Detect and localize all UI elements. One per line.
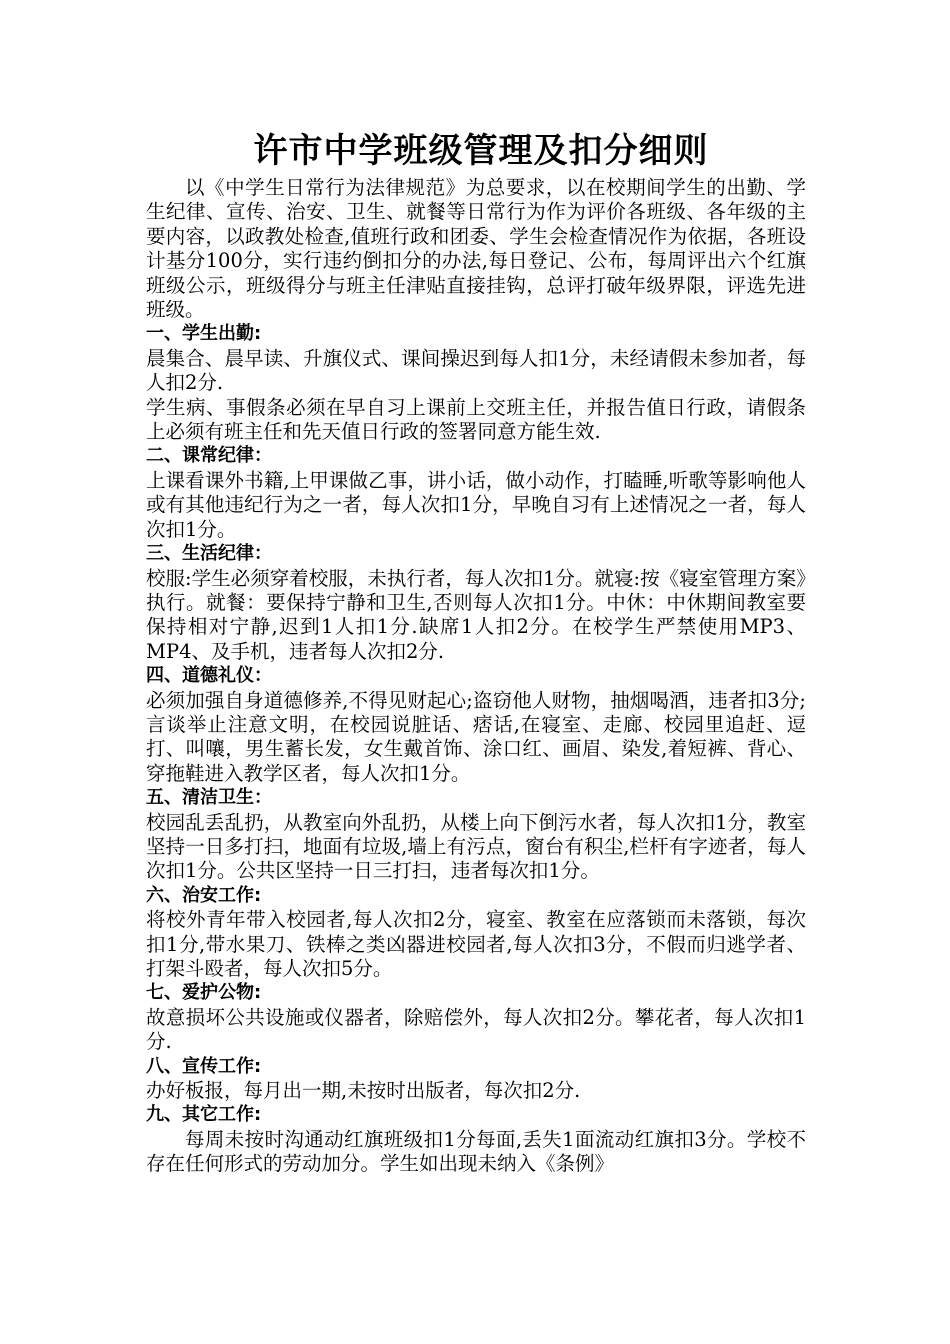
section-paragraph: 必须加强自身道德修养,不得见财起心;盗窃他人财物，抽烟喝酒，违者扣3分;言谈举止注意文明，在校园说脏话、痞话,在寝室、走廊、校园里追赶、逗打、叫嚷，男生蓄长发，女生戴首饰、涂口红、画眉、染发,着短裤、背心、穿拖鞋进入教学区者，每人次扣1分。 <box>146 688 806 785</box>
section-paragraph: 校园乱丢乱扔，从教室向外乱扔，从楼上向下倒污水者，每人次扣1分，教室坚持一日多打扫，地面有垃圾,墙上有污点，窗台有积尘,栏杆有字迹者，每人次扣1分。公共区坚持一日三打扫，违者每次扣1分。 <box>146 810 806 883</box>
section-paragraph: 校服:学生必须穿着校服，未执行者，每人次扣1分。就寝:按《寝室管理方案》执行。就餐：要保持宁静和卫生,否则每人次扣1分。中休：中休期间教室要保持相对宁静,迟到1人扣1分.缺席1人扣2分。在校学生严禁使用MP3、MP4、及手机，违者每人次扣2分. <box>146 566 806 663</box>
section-paragraph: 每周未按时沟通动红旗班级扣1分每面,丢失1面流动红旗扣3分。学校不存在任何形式的劳动加分。学生如出现未纳入《条例》 <box>146 1127 806 1176</box>
section-heading-life-discipline: 三、生活纪律： <box>146 543 272 565</box>
section-heading-classroom-discipline: 二、课常纪律： <box>146 445 272 467</box>
section-heading-public-property: 七、爱护公物: <box>146 982 262 1004</box>
section-heading-hygiene: 五、清洁卫生： <box>146 787 272 809</box>
section-heading-security: 六、治安工作: <box>146 884 262 906</box>
section-heading-publicity: 八、宣传工作: <box>146 1055 262 1077</box>
section-paragraph: 办好板报，每月出一期,未按时出版者，每次扣2分. <box>146 1079 581 1103</box>
section-paragraph: 上课看课外书籍,上甲课做乙事，讲小话，做小动作，打瞌睡,听歌等影响他人或有其他违纪行为之一者，每人次扣1分，早晚自习有上述情况之一者，每人次扣1分。 <box>146 468 806 541</box>
section-heading-attendance: 一、学生出勤: <box>146 323 262 345</box>
section-paragraph: 故意损坏公共设施或仪器者，除赔偿外，每人次扣2分。攀花者，每人次扣1分. <box>146 1005 806 1054</box>
section-heading-etiquette: 四、道德礼仪： <box>146 665 272 687</box>
section-paragraph: 将校外青年带入校园者,每人次扣2分，寝室、教室在应落锁而未落锁，每次扣1分,带水果刀、铁棒之类凶器进校园者,每人次扣3分，不假而归逃学者、打架斗殴者，每人次扣5分。 <box>146 908 806 980</box>
document-page <box>146 128 806 1177</box>
section-paragraph: 晨集合、晨早读、升旗仪式、课间操迟到每人扣1分，未经请假未参加者，每人扣2分. <box>146 346 806 395</box>
intro-paragraph: 以《中学生日常行为法律规范》为总要求，以在校期间学生的出勤、学生纪律、宣传、治安、卫生、就餐等日常行为作为评价各班级、各年级的主要内容，以政教处检查,值班行政和团委、学生会检查情况作为依据，各班设计基分100分，实行违约倒扣分的办法,每日登记、公布，每周评出六个红旗班级公示，班级得分与班主任津贴直接挂钩，总评打破年级界限，评选先进班级。 <box>146 176 806 322</box>
document-title: 许市中学班级管理及扣分细则 <box>253 131 709 171</box>
section-paragraph: 学生病、事假条必须在早自习上课前上交班主任，并报告值日行政，请假条上必须有班主任和先天值日行政的签署同意方能生效. <box>146 395 806 444</box>
section-heading-other: 九、其它工作: <box>146 1104 262 1126</box>
